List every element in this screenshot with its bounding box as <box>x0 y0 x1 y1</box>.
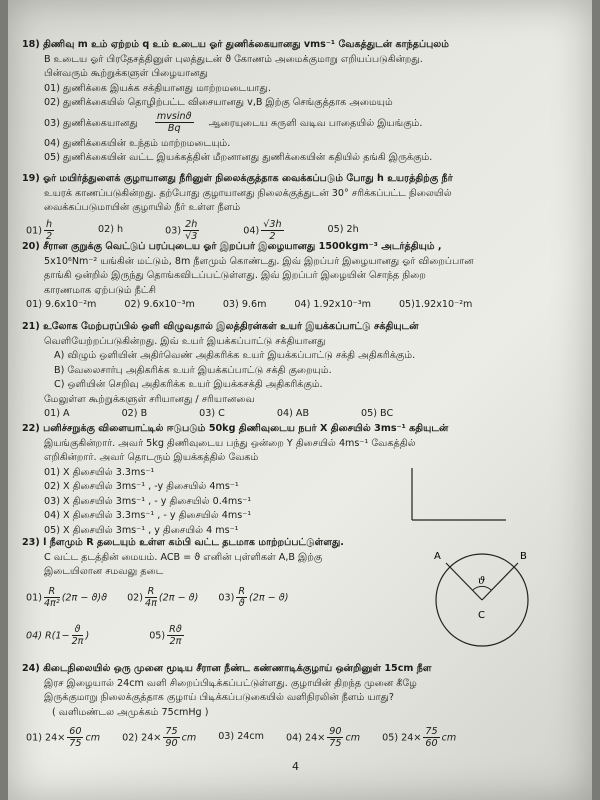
q21-statement-c: C) ஒளியின் செறிவு அதிகரிக்க உயர் இயக்கசக்தி அதிகரிக்கும். <box>54 379 323 390</box>
q18-line: பின்வரும் கூற்றுக்களுள் பிழையானது <box>44 68 208 79</box>
question-18 <box>22 38 582 166</box>
q24-line: இரச இழையால் 24cm வளி சிறைப்பிடிக்கப்பட்டுள்ளது. குழாயின் திறந்த முனை கீழே <box>44 677 417 689</box>
q24-options <box>22 720 582 754</box>
fraction-numerator: √3h <box>263 219 282 230</box>
q21-option-3: 03) C <box>199 408 225 419</box>
option-number: 05) 24× <box>382 732 422 743</box>
option-number: 05) <box>149 630 166 642</box>
q18-line: B உடைய ஓர் பிரதேசத்தினுள் புலத்துடன் ϑ கோணம் அமைக்குமாறு எறியப்படுகின்றது. <box>44 53 423 65</box>
fraction-numerator: mvsinϑ <box>156 111 192 122</box>
option-number: 01) 24× <box>26 732 66 743</box>
fraction-numerator: 75 <box>165 725 178 737</box>
q24-note: ( வளிமண்டல அமுக்கம் 75cmHg ) <box>52 706 209 718</box>
q19-option-3: 03) $\frac{2h}{√3}$ <box>165 219 198 242</box>
option-number: 03) <box>218 592 235 604</box>
q22-option-5: 05) X திசையில் 3ms⁻¹ , y திசையில் 4 ms⁻¹ <box>44 524 239 536</box>
option-expression: ) <box>85 630 90 642</box>
question-19 <box>22 172 582 246</box>
q19-line: 19) ஓர் மயிர்த்துளைக் குழாயானது நீரினுள் நிலைக்குத்தாக வைக்கப்படும் போது h உயரத்திற்கு நீர் <box>22 173 453 184</box>
q24-line: இருக்குமாறு நிலைக்குத்தாக குழாய் பிடிக்கப்படுகையில் வளிநிரலின் நீளம் யாது? <box>44 692 395 703</box>
fraction-numerator: 2h <box>185 219 198 230</box>
q24-option-3: 03) 24cm <box>218 730 265 742</box>
q21-option-4: 04) AB <box>276 408 310 419</box>
option-unit: cm <box>345 732 361 743</box>
q19-option-1: 01) $\frac{h}{2}$ <box>26 219 53 242</box>
option-number: 02) <box>127 592 144 604</box>
q24-option-1 <box>26 726 100 749</box>
fraction-numerator: R <box>44 586 60 598</box>
question-21 <box>22 320 582 422</box>
q18-option-3 <box>22 111 582 137</box>
fraction-denominator: 75 <box>69 737 82 749</box>
q24-option-4 <box>286 726 360 749</box>
q18-line: 18) திணிவு m உம் ஏற்றம் q உம் உடைய ஓர் துணிக்கையானது vms⁻¹ வேகத்துடன் காந்தப்புலம் <box>22 39 449 50</box>
q20-options <box>22 298 582 313</box>
q18-option-4: 04) துணிக்கையின் உந்தம் மாற்றமடையும். <box>44 137 231 149</box>
q20-line: 5x10⁶Nm⁻² யங்கின் மட்டும், 8m நீளமும் கொண்டது. இவ் இறப்பர் இழையானது ஓர் விறைப்பான <box>44 255 474 267</box>
option-number: 04) R(1− <box>26 630 70 642</box>
option-number: 04) 24× <box>286 732 326 743</box>
fraction-denominator: 2 <box>45 231 53 242</box>
q21-option-1: 01) A <box>44 408 70 419</box>
fraction-denominator: Bq <box>167 123 181 134</box>
fraction-numerator: 60 <box>69 725 82 737</box>
q19-option-4: 04) $\frac{√3h}{2}$ <box>243 219 282 242</box>
q21-option-5: 05) BC <box>361 408 394 419</box>
q20-option-2: 02) 9.6x10⁻³m <box>124 299 195 310</box>
q23-option-1 <box>26 586 107 609</box>
q18-option-3-fraction <box>155 111 194 134</box>
fraction-denominator: ϑ <box>238 598 245 609</box>
option-unit: cm <box>441 732 457 743</box>
fraction-denominator: 60 <box>425 737 438 749</box>
fraction-denominator: 2π <box>71 636 84 647</box>
fraction-numerator: Rϑ <box>169 624 182 635</box>
q22-option-1: 01) X திசையில் 3.3ms⁻¹ <box>44 466 155 478</box>
q19-line: வைக்கப்படுமாயின் குழாயில் நீர் உள்ள நீளம் <box>44 202 241 213</box>
q22-option-3: 03) X திசையில் 3ms⁻¹ , - y திசையில் 0.4ms⁻¹ <box>44 495 252 507</box>
option-number: 01) <box>26 592 42 604</box>
q22-line: எறிகின்றார். அவர் தொடரும் இயக்கத்தில் வேகம் <box>44 452 259 463</box>
fraction-numerator: R <box>145 586 157 598</box>
option-expression: (2π − ϑ)ϑ <box>61 592 108 604</box>
q20-option-5: 05)1.92x10⁻²m <box>398 299 473 310</box>
q23-option-5 <box>149 624 186 647</box>
q22-axes-diagram <box>406 466 510 526</box>
q23-line: C வட்ட தடத்தின் மையம். ACB = ϑ எனின் புள்ளிகள் A,B இற்கு <box>44 551 323 563</box>
fraction-numerator: 90 <box>329 725 342 737</box>
q24-option-5 <box>382 726 456 749</box>
q21-statement-b: B) வேலைசார்பு அதிகரிக்க உயர் இயக்கப்பாட்டு சக்தி குறையும். <box>54 364 332 376</box>
fraction-denominator: 2π <box>169 636 182 647</box>
q24-option-2 <box>122 726 196 749</box>
option-expression: (2π − ϑ) <box>158 592 199 604</box>
q18-option-1: 01) துணிக்கை இயக்க சக்தியானது மாற்றமடையாது. <box>44 82 271 94</box>
fraction-denominator: 2 <box>269 231 276 242</box>
q19-line: உயரக் காணப்படுகின்றது. தற்போது குழாயானது நிலைக்குத்துடன் 30° சரிக்கப்பட்ட நிலையில் <box>44 187 452 199</box>
q23-line: 23) l நீளமும் R தடையும் உள்ள கம்பி வட்ட தடமாக மாற்றப்பட்டுள்ளது. <box>22 537 344 548</box>
q20-option-4: 04) 1.92x10⁻³m <box>294 299 371 310</box>
q23-line: இடையிலான சமவலு தடை <box>44 566 164 577</box>
option-unit: cm <box>181 732 197 743</box>
q21-options <box>22 407 582 422</box>
question-20 <box>22 240 582 313</box>
q22-option-2: 02) X திசையில் 3ms⁻¹ , -y திசையில் 4ms⁻¹ <box>44 481 239 492</box>
q18-option-5: 05) துணிக்கையின் வட்ட இயக்கத்தின் மீறனானது துணிக்கையின் கதியில் தங்கி இருக்கும். <box>44 152 433 163</box>
q21-statement-a: A) விழும் ஒளியின் அதிர்வெண் அதிகரிக்க உயர் இயக்கப்பாட்டு சக்தி அதிகரிக்கும். <box>54 350 416 361</box>
q24-line: 24) கிடைநிலையில் ஒரு முனை மூடிய சீரான நீண்ட கண்ணாடிக்குழாய் ஒன்றினுள் 15cm நீள <box>22 663 432 674</box>
option-number: 02) 24× <box>122 732 162 743</box>
theta-label: ϑ <box>478 576 486 587</box>
center-c-label: C <box>478 610 485 621</box>
fraction-numerator: 75 <box>425 725 438 737</box>
option-expression: (2π − ϑ) <box>249 592 289 604</box>
fraction-denominator: 75 <box>329 737 342 749</box>
fraction-numerator: R <box>238 586 245 597</box>
fraction-numerator: ϑ <box>72 624 84 636</box>
q19-option-5: 05) 2h <box>327 224 359 236</box>
q20-option-1: 01) 9.6x10⁻²m <box>26 299 97 310</box>
fraction-denominator: 4π² <box>43 598 60 609</box>
q21-line: 21) உலோக மேற்பரப்பில் ஒளி விழுவதால் இலத்திரன்கள் உயர் இயக்கப்பாட்டு சக்தியுடன் <box>22 321 419 332</box>
q23-circle-diagram <box>426 542 546 652</box>
q20-line: 20) சீரான குறுக்கு வெட்டுப் பரப்புடைய ஓர் இறப்பர் இழையானது 1500kgm⁻³ அடர்த்தியும் , <box>22 241 442 252</box>
fraction-denominator: √3 <box>185 231 198 242</box>
q20-line: தாங்கி ஒன்றில் இருந்து தொங்கவிடப்பட்டுள்ளது. இவ் இறப்பர் இழையின் சொந்த நிறை <box>44 270 426 281</box>
exam-page <box>8 0 592 800</box>
q21-option-2: 02) B <box>121 408 148 419</box>
radius-ca <box>446 563 482 600</box>
page-number: 4 <box>292 760 299 773</box>
fraction-denominator: 90 <box>165 737 178 749</box>
point-a-label: A <box>434 551 441 562</box>
q21-prompt: மேலுள்ள கூற்றுக்களுள் சரியானது / சரியானவை <box>44 393 255 405</box>
q21-line: வெளியேற்றப்படுகின்றது. இவ் உயர் இயக்கப்பாட்டு சக்தியானது <box>44 335 326 347</box>
q20-line: காரணமாக ஏற்படும் நீட்சி <box>44 284 156 296</box>
q22-line: இயங்குகின்றார். அவர் 5kg திணிவுடைய பந்து ஒன்றை Y திசையில் 4ms⁻¹ வேகத்தில் <box>44 437 416 449</box>
q23-option-2 <box>127 586 198 609</box>
q23-option-4 <box>26 624 89 647</box>
question-24 <box>22 662 582 754</box>
fraction-denominator: 4π <box>145 598 157 609</box>
radius-cb <box>482 563 518 600</box>
option-unit: cm <box>85 732 101 743</box>
q20-option-3: 03) 9.6m <box>222 299 267 310</box>
point-b-label: B <box>520 551 527 562</box>
q22-line: 22) பனிச்சறுக்கு விளையாட்டில் ஈடுபடும் 50kg திணிவுடைய நபர் X திசையில் 3ms⁻¹ கதியுடன் <box>22 423 449 434</box>
q23-option-3 <box>218 586 288 609</box>
q19-option-2: 02) h <box>98 224 124 236</box>
fraction-numerator: h <box>45 219 53 230</box>
q22-option-4: 04) X திசையில் 3.3ms⁻¹ , - y திசையில் 4ms⁻¹ <box>44 510 252 521</box>
q18-option-3-label: 03) துணிக்கையானது <box>44 117 138 129</box>
q18-option-2: 02) துணிக்கையில் தொழிற்பட்ட விசையானது v,B இற்கு செங்குத்தாக அமையும் <box>44 97 393 108</box>
q18-option-3-tail: ஆரையுடைய சுருளி வடிவ பாதையில் இயங்கும். <box>208 117 423 129</box>
